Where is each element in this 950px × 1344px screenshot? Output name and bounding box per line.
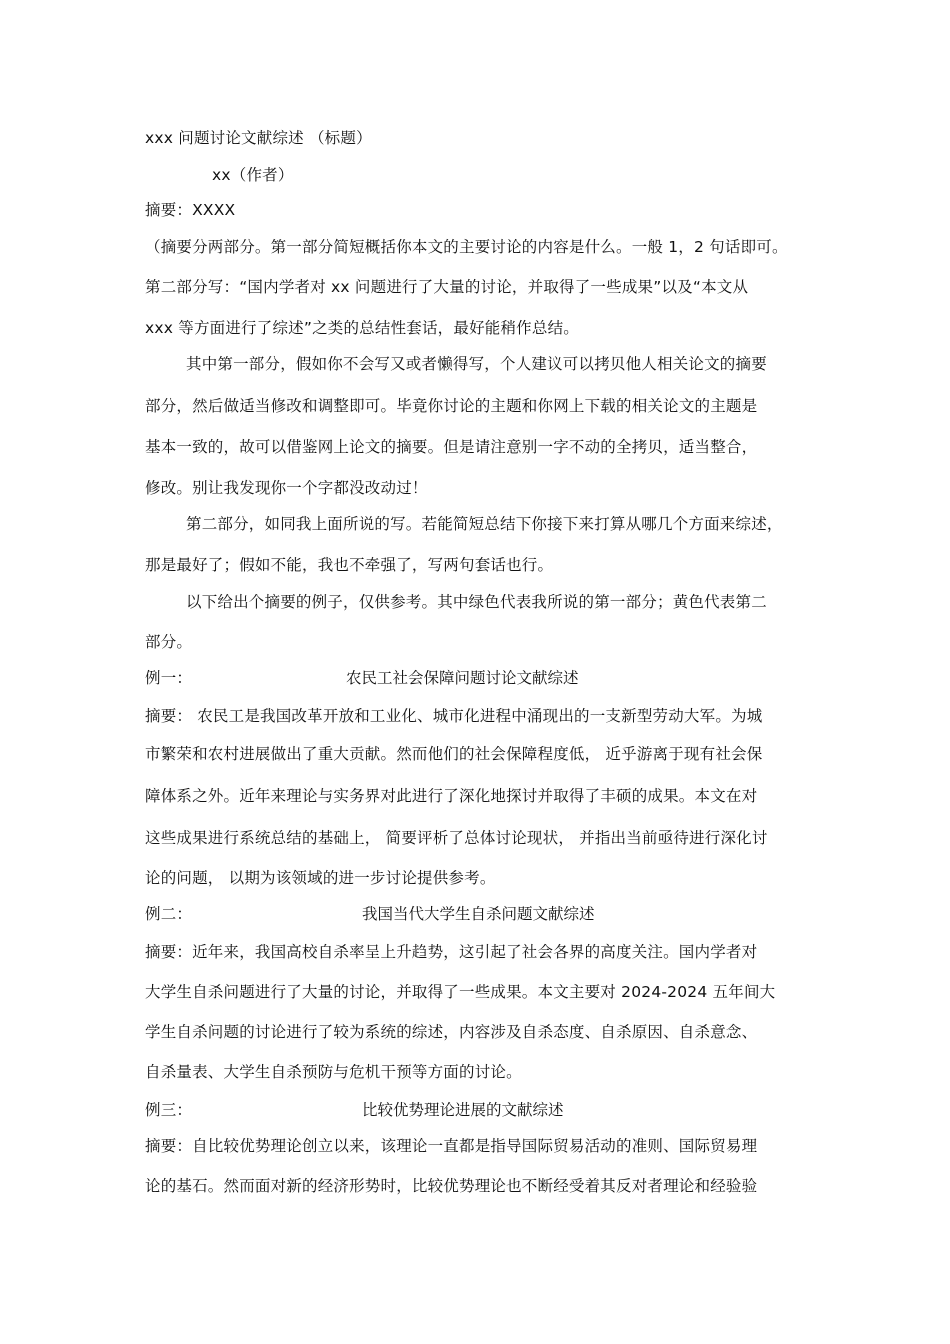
example-label: 例二： <box>145 905 193 923</box>
abstract-label: 摘要：XXXX <box>145 201 236 219</box>
paragraph-line: 基本一致的，故可以借鉴网上论文的摘要。但是请注意别一字不动的全拷贝，适当整合， <box>145 438 758 456</box>
example-title: 比较优势理论进展的文献综述 <box>362 1101 564 1119</box>
example-abstract-line: 障体系之外。近年来理论与实务界对此进行了深化地探讨并取得了丰硕的成果。本文在对 <box>145 787 758 805</box>
example-abstract-line: 自杀量表、大学生自杀预防与危机干预等方面的讨论。 <box>145 1063 522 1081</box>
paragraph-line: 以下给出个摘要的例子，仅供参考。其中绿色代表我所说的第一部分；黄色代表第二 <box>186 593 767 611</box>
example-abstract-line: 摘要：近年来，我国高校自杀率呈上升趋势，这引起了社会各界的高度关注。国内学者对 <box>145 943 758 961</box>
paragraph-line: 第二部分，如同我上面所说的写。若能简短总结下你接下来打算从哪几个方面来综述， <box>186 515 783 533</box>
guide-line: 第二部分写：“国内学者对 xx 问题进行了大量的讨论，并取得了一些成果”以及“本文从 <box>145 278 749 296</box>
paragraph-line: 部分，然后做适当修改和调整即可。毕竟你讨论的主题和你网上下载的相关论文的主题是 <box>145 397 758 415</box>
example-abstract-line: 市繁荣和农村进展做出了重大贡献。然而他们的社会保障程度低， 近乎游离于现有社会保 <box>145 745 763 763</box>
document-title: xxx 问题讨论文献综述 （标题） <box>145 129 372 147</box>
paragraph-line: 那是最好了；假如不能，我也不牵强了，写两句套话也行。 <box>145 556 554 574</box>
example-abstract-line: 学生自杀问题的讨论进行了较为系统的综述，内容涉及自杀态度、自杀原因、自杀意念、 <box>145 1023 758 1041</box>
paragraph-line: 部分。 <box>145 633 193 651</box>
example-abstract-line: 摘要：自比较优势理论创立以来，该理论一直都是指导国际贸易活动的准则、国际贸易理 <box>145 1137 758 1155</box>
example-abstract-line: 论的基石。然而面对新的经济形势时，比较优势理论也不断经受着其反对者理论和经验验 <box>145 1177 758 1195</box>
example-abstract-line: 这些成果进行系统总结的基础上， 简要评析了总体讨论现状， 并指出当前亟待进行深化讨 <box>145 829 768 847</box>
paragraph-line: 其中第一部分，假如你不会写又或者懒得写，个人建议可以拷贝他人相关论文的摘要 <box>186 355 767 373</box>
guide-line: xxx 等方面进行了综述”之类的总结性套话，最好能稍作总结。 <box>145 319 579 337</box>
example-label: 例三： <box>145 1101 193 1119</box>
document-author: xx（作者） <box>212 166 294 184</box>
example-abstract-line: 大学生自杀问题进行了大量的讨论，并取得了一些成果。本文主要对 2024-2024 五年间大 <box>145 983 776 1001</box>
example-title: 我国当代大学生自杀问题文献综述 <box>362 905 595 923</box>
example-abstract-line: 摘要： 农民工是我国改革开放和工业化、城市化进程中涌现出的一支新型劳动大军。为城 <box>145 707 763 725</box>
example-title: 农民工社会保障问题讨论文献综述 <box>346 669 579 687</box>
example-label: 例一： <box>145 669 193 687</box>
paragraph-line: 修改。别让我发现你一个字都没改动过！ <box>145 479 428 497</box>
example-abstract-line: 论的问题， 以期为该领域的进一步讨论提供参考。 <box>145 869 496 887</box>
guide-line: （摘要分两部分。第一部分简短概括你本文的主要讨论的内容是什么。一般 1，2 句话即可。 <box>145 238 788 256</box>
